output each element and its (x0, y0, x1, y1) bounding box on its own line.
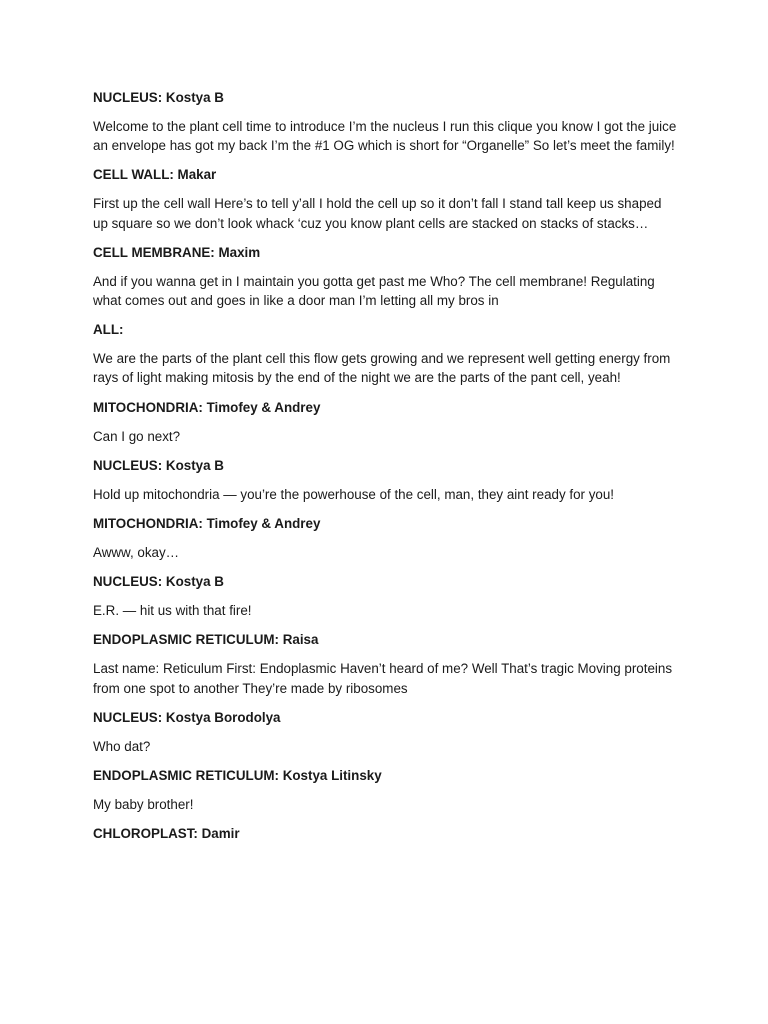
actor-name: Maxim (214, 244, 261, 260)
actor-name: Damir (197, 826, 240, 842)
lyric-paragraph: We are the parts of the plant cell this flow gets growing and we represent well getting energy from rays of light making mitosis by the end of the night we are the parts of the pant cell, yeah! (93, 351, 671, 386)
role-name: CHLOROPLAST: (93, 826, 198, 842)
lyric-paragraph: Can I go next? (93, 428, 181, 444)
actor-name: Kostya B (162, 457, 224, 473)
actor-name: : Timofey & Andrey (198, 399, 321, 415)
role-name: ALL: (93, 322, 124, 338)
role-name: MITOCHONDRIA (93, 399, 199, 415)
actor-name: Raisa (278, 632, 319, 648)
actor-name: : Timofey & Andrey (198, 516, 321, 532)
document-page (93, 88, 678, 853)
lyric-paragraph: And if you wanna get in I maintain you gotta get past me Who? The cell membrane! Regulating what comes out and goes in like a door man I’m letting all my bros in (93, 273, 655, 309)
speaker-heading-endoplasmic-reticulum (93, 766, 678, 785)
role-name: ENDOPLASMIC RETICULUM: (93, 632, 279, 648)
speaker-heading-mitochondria (93, 398, 678, 417)
lyric-paragraph: First up the cell wall Here’s to tell y’all I hold the cell up so it don’t fall I stand tall keep us shaped up square so we don’t look whack ‘cuz you know plant cells are stacked on stacks of stacks… (93, 196, 662, 231)
lyric-paragraph: Welcome to the plant cell time to introduce I’m the nucleus I run this clique you know I got the juice an envelope has got my back I’m the #1 OG which is short for “Organelle” So let’s meet the family! (93, 119, 677, 154)
speaker-heading-cell-membrane (93, 243, 678, 262)
lyric-paragraph: Awww, okay… (93, 545, 180, 561)
speaker-heading-nucleus (93, 88, 678, 107)
speaker-heading-mitochondria (93, 514, 678, 533)
lyric-paragraph: My baby brother! (93, 797, 194, 813)
lyric-paragraph: E.R. — hit us with that fire! (93, 603, 252, 619)
actor-name: Kostya Borodolya (162, 709, 281, 725)
lyric-paragraph: Hold up mitochondria — you’re the powerhouse of the cell, man, they aint ready for you! (93, 486, 615, 502)
lyric-paragraph: Last name: Reticulum First: Endoplasmic Haven’t heard of me? Well That’s tragic Moving proteins from one spot to another They’re made by ribosomes (93, 661, 673, 696)
speaker-heading-nucleus (93, 572, 678, 591)
role-name: MITOCHONDRIA (93, 516, 199, 532)
role-name: CELL MEMBRANE: (93, 244, 215, 260)
role-name: NUCLEUS: (93, 457, 163, 473)
role-name: CELL WALL: (93, 167, 174, 183)
speaker-heading-all (93, 320, 678, 339)
speaker-heading-chloroplast (93, 824, 678, 843)
speaker-heading-cell-wall (93, 165, 678, 184)
actor-name: Makar (173, 167, 217, 183)
role-name: NUCLEUS: (93, 90, 163, 105)
speaker-heading-nucleus (93, 456, 678, 475)
role-name: NUCLEUS: (93, 574, 163, 590)
role-name: NUCLEUS: (93, 709, 163, 725)
actor-name: Kostya B (162, 574, 224, 590)
actor-name: Kostya B (162, 90, 224, 105)
role-name: ENDOPLASMIC RETICULUM: (93, 768, 279, 784)
actor-name: Kostya Litinsky (278, 768, 382, 784)
speaker-heading-endoplasmic-reticulum (93, 630, 678, 649)
speaker-heading-nucleus (93, 708, 678, 727)
lyric-paragraph: Who dat? (93, 738, 151, 754)
